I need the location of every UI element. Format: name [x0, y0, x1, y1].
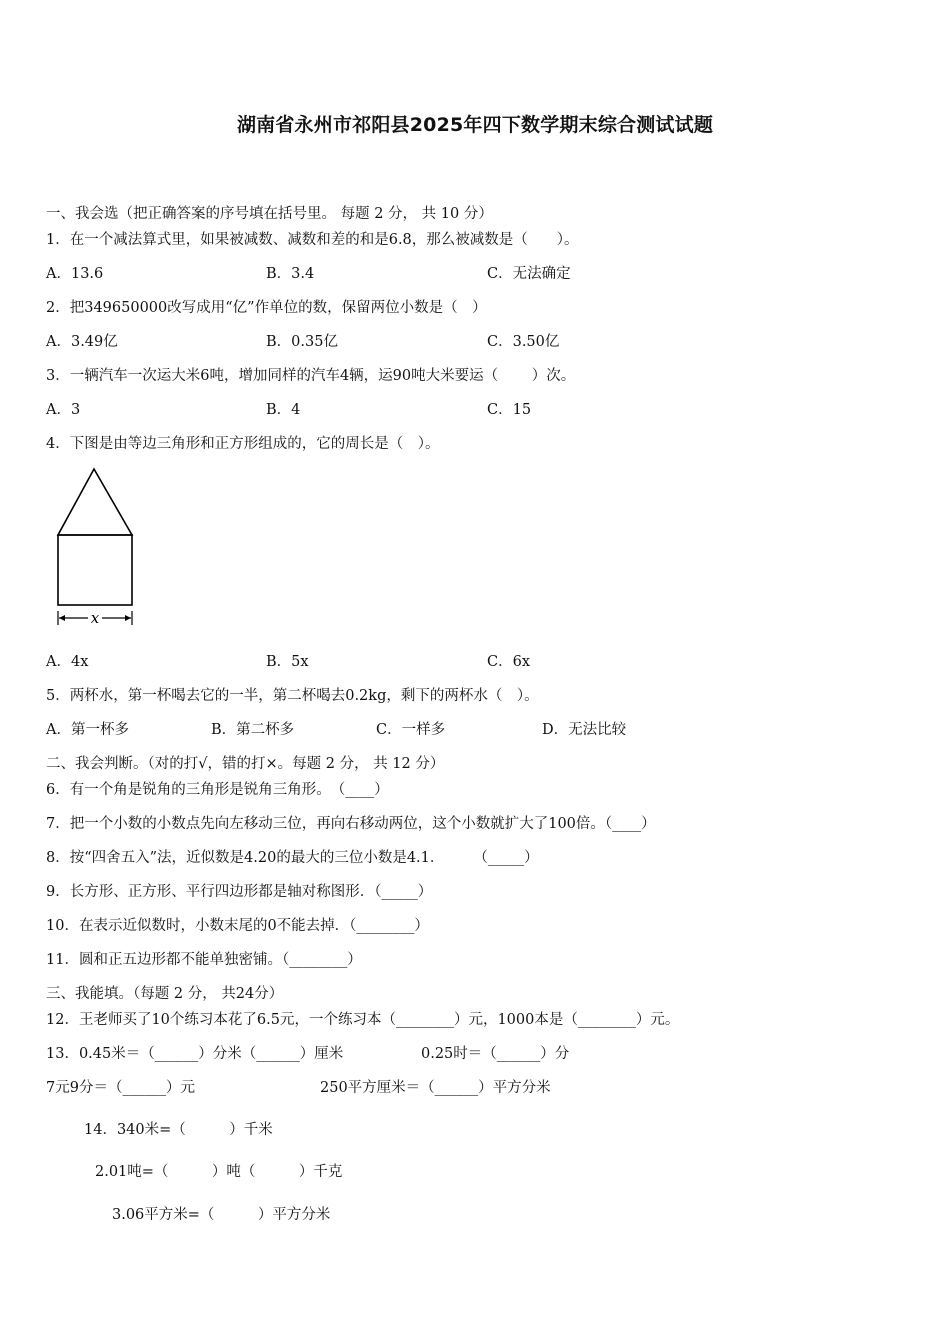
question-14-part-c: 3.06平方米=（ ）平方分米: [112, 1207, 331, 1223]
question-3-option-a: A．3: [46, 402, 81, 418]
section-heading-choice: 一、我会选（把正确答案的序号填在括号里。 每题 2 分， 共 10 分）: [46, 206, 493, 222]
dimension-arrow-left: [59, 615, 65, 621]
question-4-option-a: A．4x: [46, 654, 89, 670]
question-6: 6．有一个角是锐角的三角形是锐角三角形。 （____）: [46, 782, 389, 798]
question-4-stem: 4．下图是由等边三角形和正方形组成的，它的周长是（ ）。: [46, 436, 440, 452]
question-3-option-c: C．15: [487, 402, 532, 418]
question-12: 12．王老师买了10个练习本花了6.5元，一个练习本（________）元，1000本是（________）元。: [46, 1012, 680, 1028]
question-10: 10．在表示近似数时，小数末尾的0不能去掉．（________）: [46, 918, 429, 934]
question-4-option-b: B．5x: [266, 654, 309, 670]
question-2-stem: 2．把349650000改写成用“亿”作单位的数，保留两位小数是（ ）: [46, 300, 487, 316]
question-11: 11．圆和正五边形都不能单独密铺。（________）: [46, 952, 362, 968]
question-8: 8．按“四舍五入”法，近似数是4.20的最大的三位小数是4.1． （_____）: [46, 850, 539, 866]
question-5-option-c: C．一样多: [376, 722, 446, 738]
question-1-stem: 1．在一个减法算式里，如果被减数、减数和差的和是6.8，那么被减数是（ ）。: [46, 232, 579, 248]
question-13-part-d: 250平方厘米＝（______）平方分米: [320, 1080, 551, 1096]
question-9: 9．长方形、正方形、平行四边形都是轴对称图形．（_____）: [46, 884, 433, 900]
question-14-part-a: 14．340米=（ ）千米: [84, 1122, 273, 1138]
question-2-option-a: A．3.49亿: [46, 334, 118, 350]
question-5-option-d: D．无法比较: [542, 722, 627, 738]
question-5-option-a: A．第一杯多: [46, 722, 129, 738]
triangle-shape: [58, 469, 132, 535]
question-5-option-b: B．第二杯多: [211, 722, 295, 738]
question-3-stem: 3．一辆汽车一次运大米6吨，增加同样的汽车4辆，运90吨大米要运（ ）次。: [46, 368, 576, 384]
question-14-part-b: 2.01吨=（ ）吨（ ）千克: [95, 1164, 343, 1180]
page-title: 湖南省永州市祁阳县2025年四下数学期末综合测试试题: [236, 114, 714, 136]
question-5-stem: 5．两杯水，第一杯喝去它的一半，第二杯喝去0.2kg，剩下的两杯水（ ）。: [46, 688, 539, 704]
question-2-option-c: C．3.50亿: [487, 334, 560, 350]
question-3-option-b: B．4: [266, 402, 301, 418]
question-7: 7．把一个小数的小数点先向左移动三位，再向右移动两位，这个小数就扩大了100倍。（____）: [46, 816, 656, 832]
question-1-option-c: C．无法确定: [487, 266, 571, 282]
question-13-part-a: 13．0.45米＝（______）分米（______）厘米: [46, 1046, 344, 1062]
question-1-option-b: B．3.4: [266, 266, 315, 282]
square-shape: [58, 535, 132, 605]
dimension-label-x: x: [90, 609, 100, 627]
question-1-option-a: A．13.6: [46, 266, 104, 282]
section-heading-fill: 三、我能填。（每题 2 分， 共24分）: [46, 986, 284, 1002]
question-13-part-b: 0.25时＝（______）分: [421, 1046, 570, 1062]
question-13-part-c: 7元9分＝（______）元: [46, 1080, 195, 1096]
house-shape-figure: [50, 466, 140, 632]
question-2-option-b: B．0.35亿: [266, 334, 338, 350]
section-heading-judge: 二、我会判断。（对的打√，错的打×。每题 2 分， 共 12 分）: [46, 756, 445, 772]
question-4-option-c: C．6x: [487, 654, 530, 670]
dimension-arrow-right: [125, 615, 131, 621]
